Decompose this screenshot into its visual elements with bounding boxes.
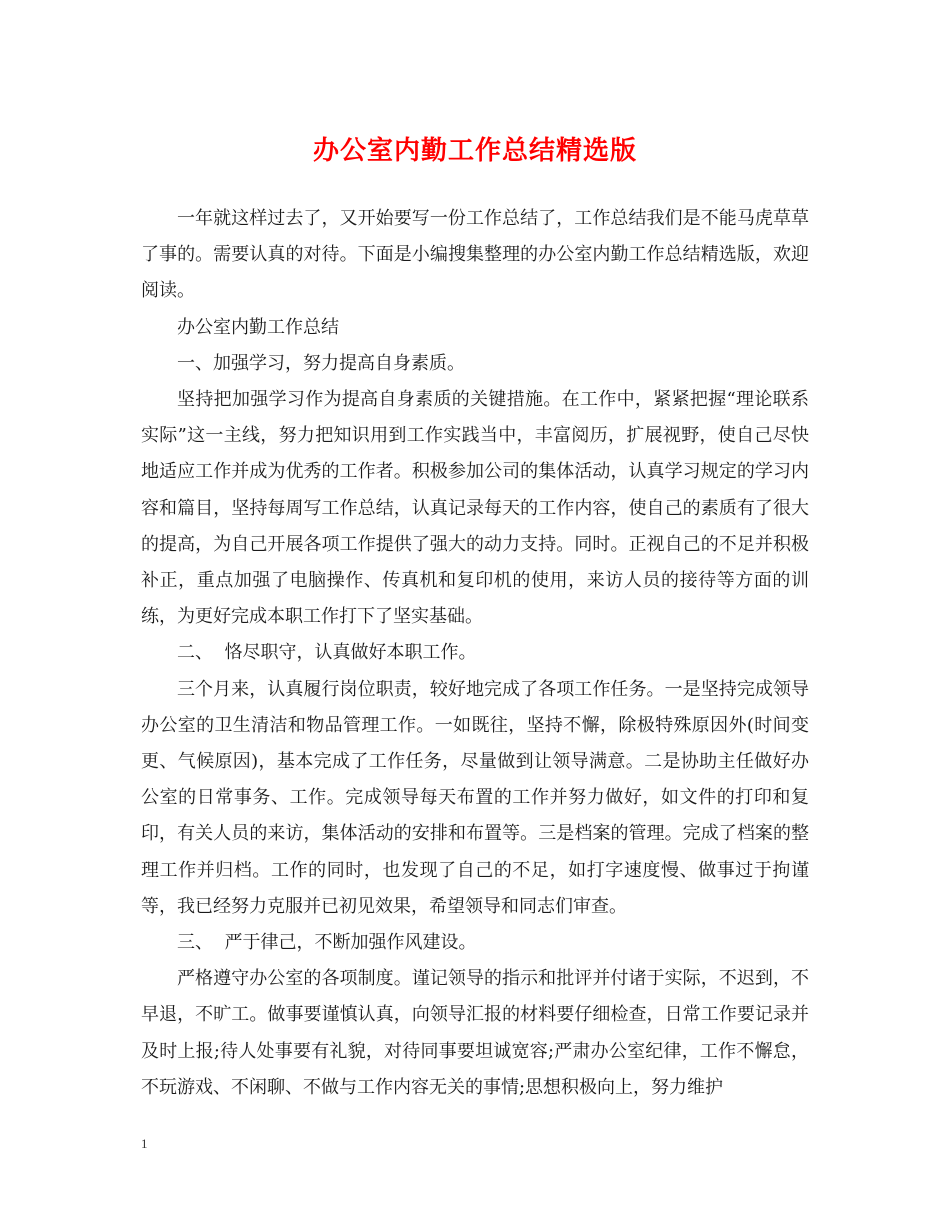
document-subtitle: 办公室内勤工作总结: [177, 316, 339, 338]
document-body: [141, 201, 809, 1106]
section-body-2: 三个月来，认真履行岗位职责，较好地完成了各项工作任务。一是坚持完成领导办公室的卫生清洁和物品管理工作。一如既往，坚持不懈，除极特殊原因外(时间变更、气候原因)，基本完成了工作任务，尽量做到让领导满意。二是协助主任做好办公室的日常事务、工作。完成领导每天布置的工作并努力做好，如文件的打印和复印，有关人员的来访，集体活动的安排和布置等。三是档案的管理。完成了档案的整理工作并归档。工作的同时，也发现了自己的不足，如打字速度慢、做事过于拘谨等，我已经努力克服并已初见效果，希望领导和同志们审查。: [141, 678, 809, 917]
page-number: 1: [141, 1136, 148, 1151]
section-body-1: 坚持把加强学习作为提高自身素质的关键措施。在工作中，紧紧把握“理论联系实际”这一主线，努力把知识用到工作实践当中，丰富阅历，扩展视野，使自己尽快地适应工作并成为优秀的工作者。积极参加公司的集体活动，认真学习规定的学习内容和篇目，坚持每周写工作总结，认真记录每天的工作内容，使自己的素质有了很大的提高，为自己开展各项工作提供了强大的动力支持。同时。正视自己的不足并积极补正，重点加强了电脑操作、传真机和复印机的使用，来访人员的接待等方面的训练，为更好完成本职工作打下了坚实基础。: [141, 389, 809, 628]
section-heading-3: 三、 严于律己，不断加强作风建设。: [177, 932, 477, 954]
document-title: 办公室内勤工作总结精选版: [312, 136, 637, 166]
intro-paragraph: 一年就这样过去了，又开始要写一份工作总结了，工作总结我们是不能马虎草草了事的。需要认真的对待。下面是小编搜集整理的办公室内勤工作总结精选版，欢迎阅读。: [141, 208, 809, 302]
section-heading-1: 一、加强学习，努力提高自身素质。: [177, 352, 465, 374]
section-body-3: 严格遵守办公室的各项制度。谨记领导的指示和批评并付诸于实际，不迟到，不早退，不旷工。做事要谨慎认真，向领导汇报的材料要仔细检查，日常工作要记录并及时上报;待人处事要有礼貌，对待同事要坦诚宽容;严肃办公室纪律，工作不懈怠，不玩游戏、不闲聊、不做与工作内容无关的事情;思想积极向上，努力维护: [141, 968, 809, 1098]
section-heading-2: 二、 恪尽职守，认真做好本职工作。: [177, 642, 477, 664]
